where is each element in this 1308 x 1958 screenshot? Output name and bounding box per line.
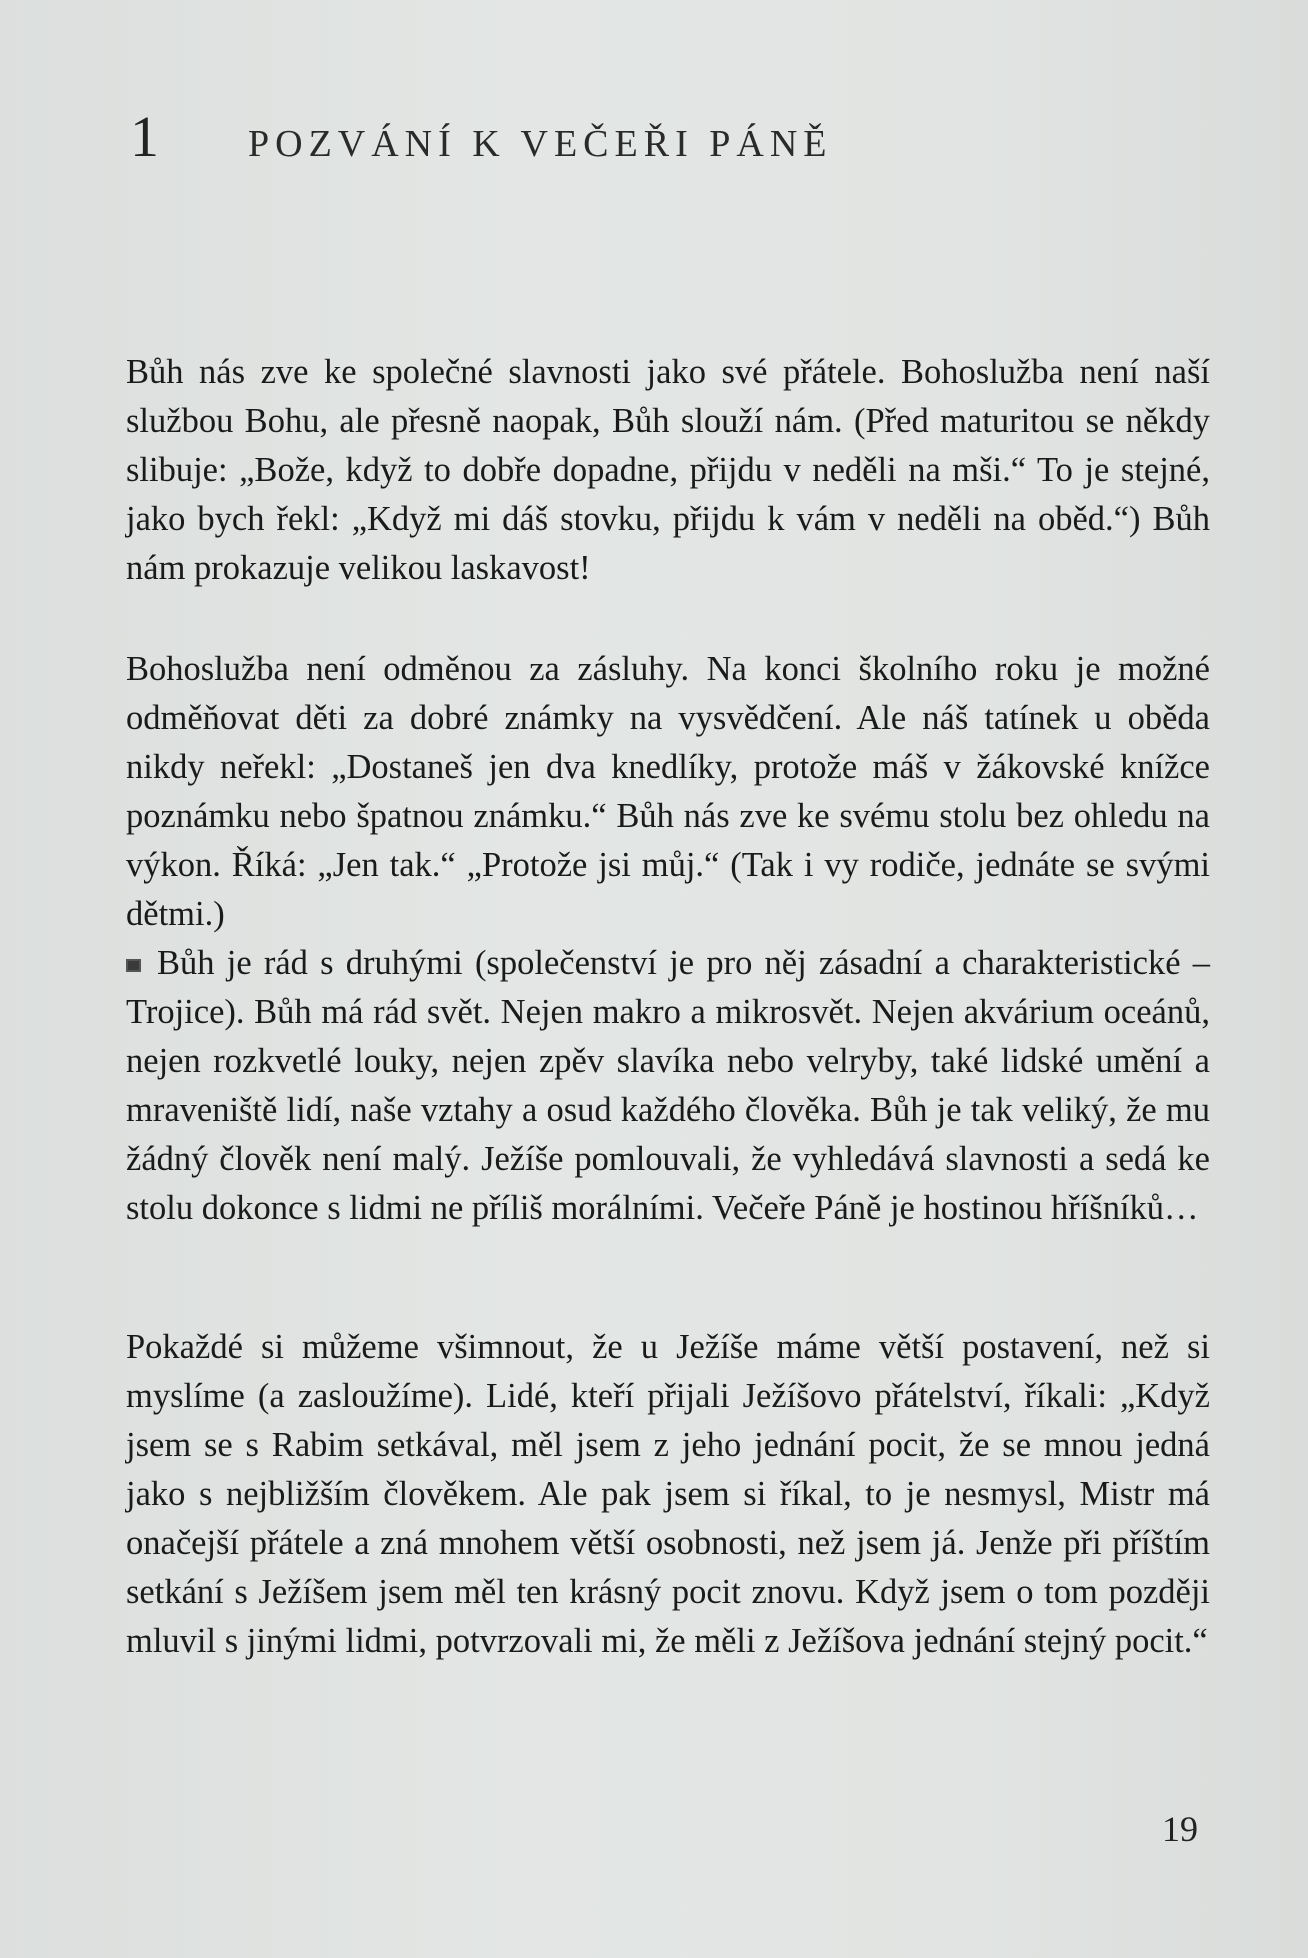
text-block-3 — [126, 1323, 1210, 1666]
paragraph-2: Bohoslužba není odměnou za zásluhy. Na konci školního roku je možné odměňovat děti za dobré známky na vysvědčení. Ale náš tatínek u oběda nikdy neřekl: „Dostaneš jen dva knedlíky, protože máš v žákovské knížce poznámku nebo špatnou známku.“ Bůh nás zve ke svému stolu bez ohledu na výkon. Říká: „Jen tak.“ „Protože jsi můj.“ (Tak i vy rodiče, jednáte se svými dětmi.) — [126, 650, 1210, 933]
text-block-1 — [126, 348, 1210, 593]
paragraph-3: Bůh je rád s druhými (společenství je pro něj zásadní a charakteristické – Trojice). Bůh má rád svět. Nejen makro a mikrosvět. Nejen akvárium oceánů, nejen rozkvetlé louky, nejen zpěv slavíka nebo velryby, také lidské umění a mraveniště lidí, naše vztahy a osud každého člověka. Bůh je tak veliký, že mu žádný člověk není malý. Ježíše pomlouvali, že vyhledává slavnosti a sedá ke stolu dokonce s lidmi ne příliš morálními. Večeře Páně je hostinou hříšníků… — [126, 944, 1210, 1227]
paragraph-1: Bůh nás zve ke společné slavnosti jako své přátele. Bohoslužba není naší službou Bohu, ale přesně naopak, Bůh slouží nám. (Před maturitou se někdy slibuje: „Bože, když to dobře dopadne, přijdu v neděli na mši.“ To je stejné, jako bych řekl: „Když mi dáš stovku, přijdu k vám v neděli na oběd.“) Bůh nám prokazuje velikou laskavost! — [126, 353, 1210, 587]
paragraph-4: Pokaždé si můžeme všimnout, že u Ježíše máme větší postavení, než si myslíme (a zasloužíme). Lidé, kteří přijali Ježíšovo přátelství, říkali: „Když jsem se s Rabim setkával, měl jsem z jeho jednání pocit, že se mnou jedná jako s nejbližším člověkem. Ale pak jsem si říkal, to je nesmysl, Mistr má onačejší přátele a zná mnohem větší osobnosti, než jsem já. Jenže při příštím setkání s Ježíšem jsem měl ten krásný pocit znovu. Když jsem o tom později mluvil s jinými lidmi, potvrzovali mi, že měli z Ježíšova jednání stejný pocit.“ — [126, 1328, 1210, 1660]
bullet-paragraph — [126, 939, 1210, 1233]
chapter-title: POZVÁNÍ K VEČEŘI PÁNĚ — [248, 123, 833, 165]
page-number: 19 — [1162, 1809, 1198, 1849]
chapter-header — [130, 104, 833, 169]
chapter-number: 1 — [130, 104, 159, 169]
square-bullet-icon — [126, 959, 141, 972]
text-block-2 — [126, 645, 1210, 1233]
